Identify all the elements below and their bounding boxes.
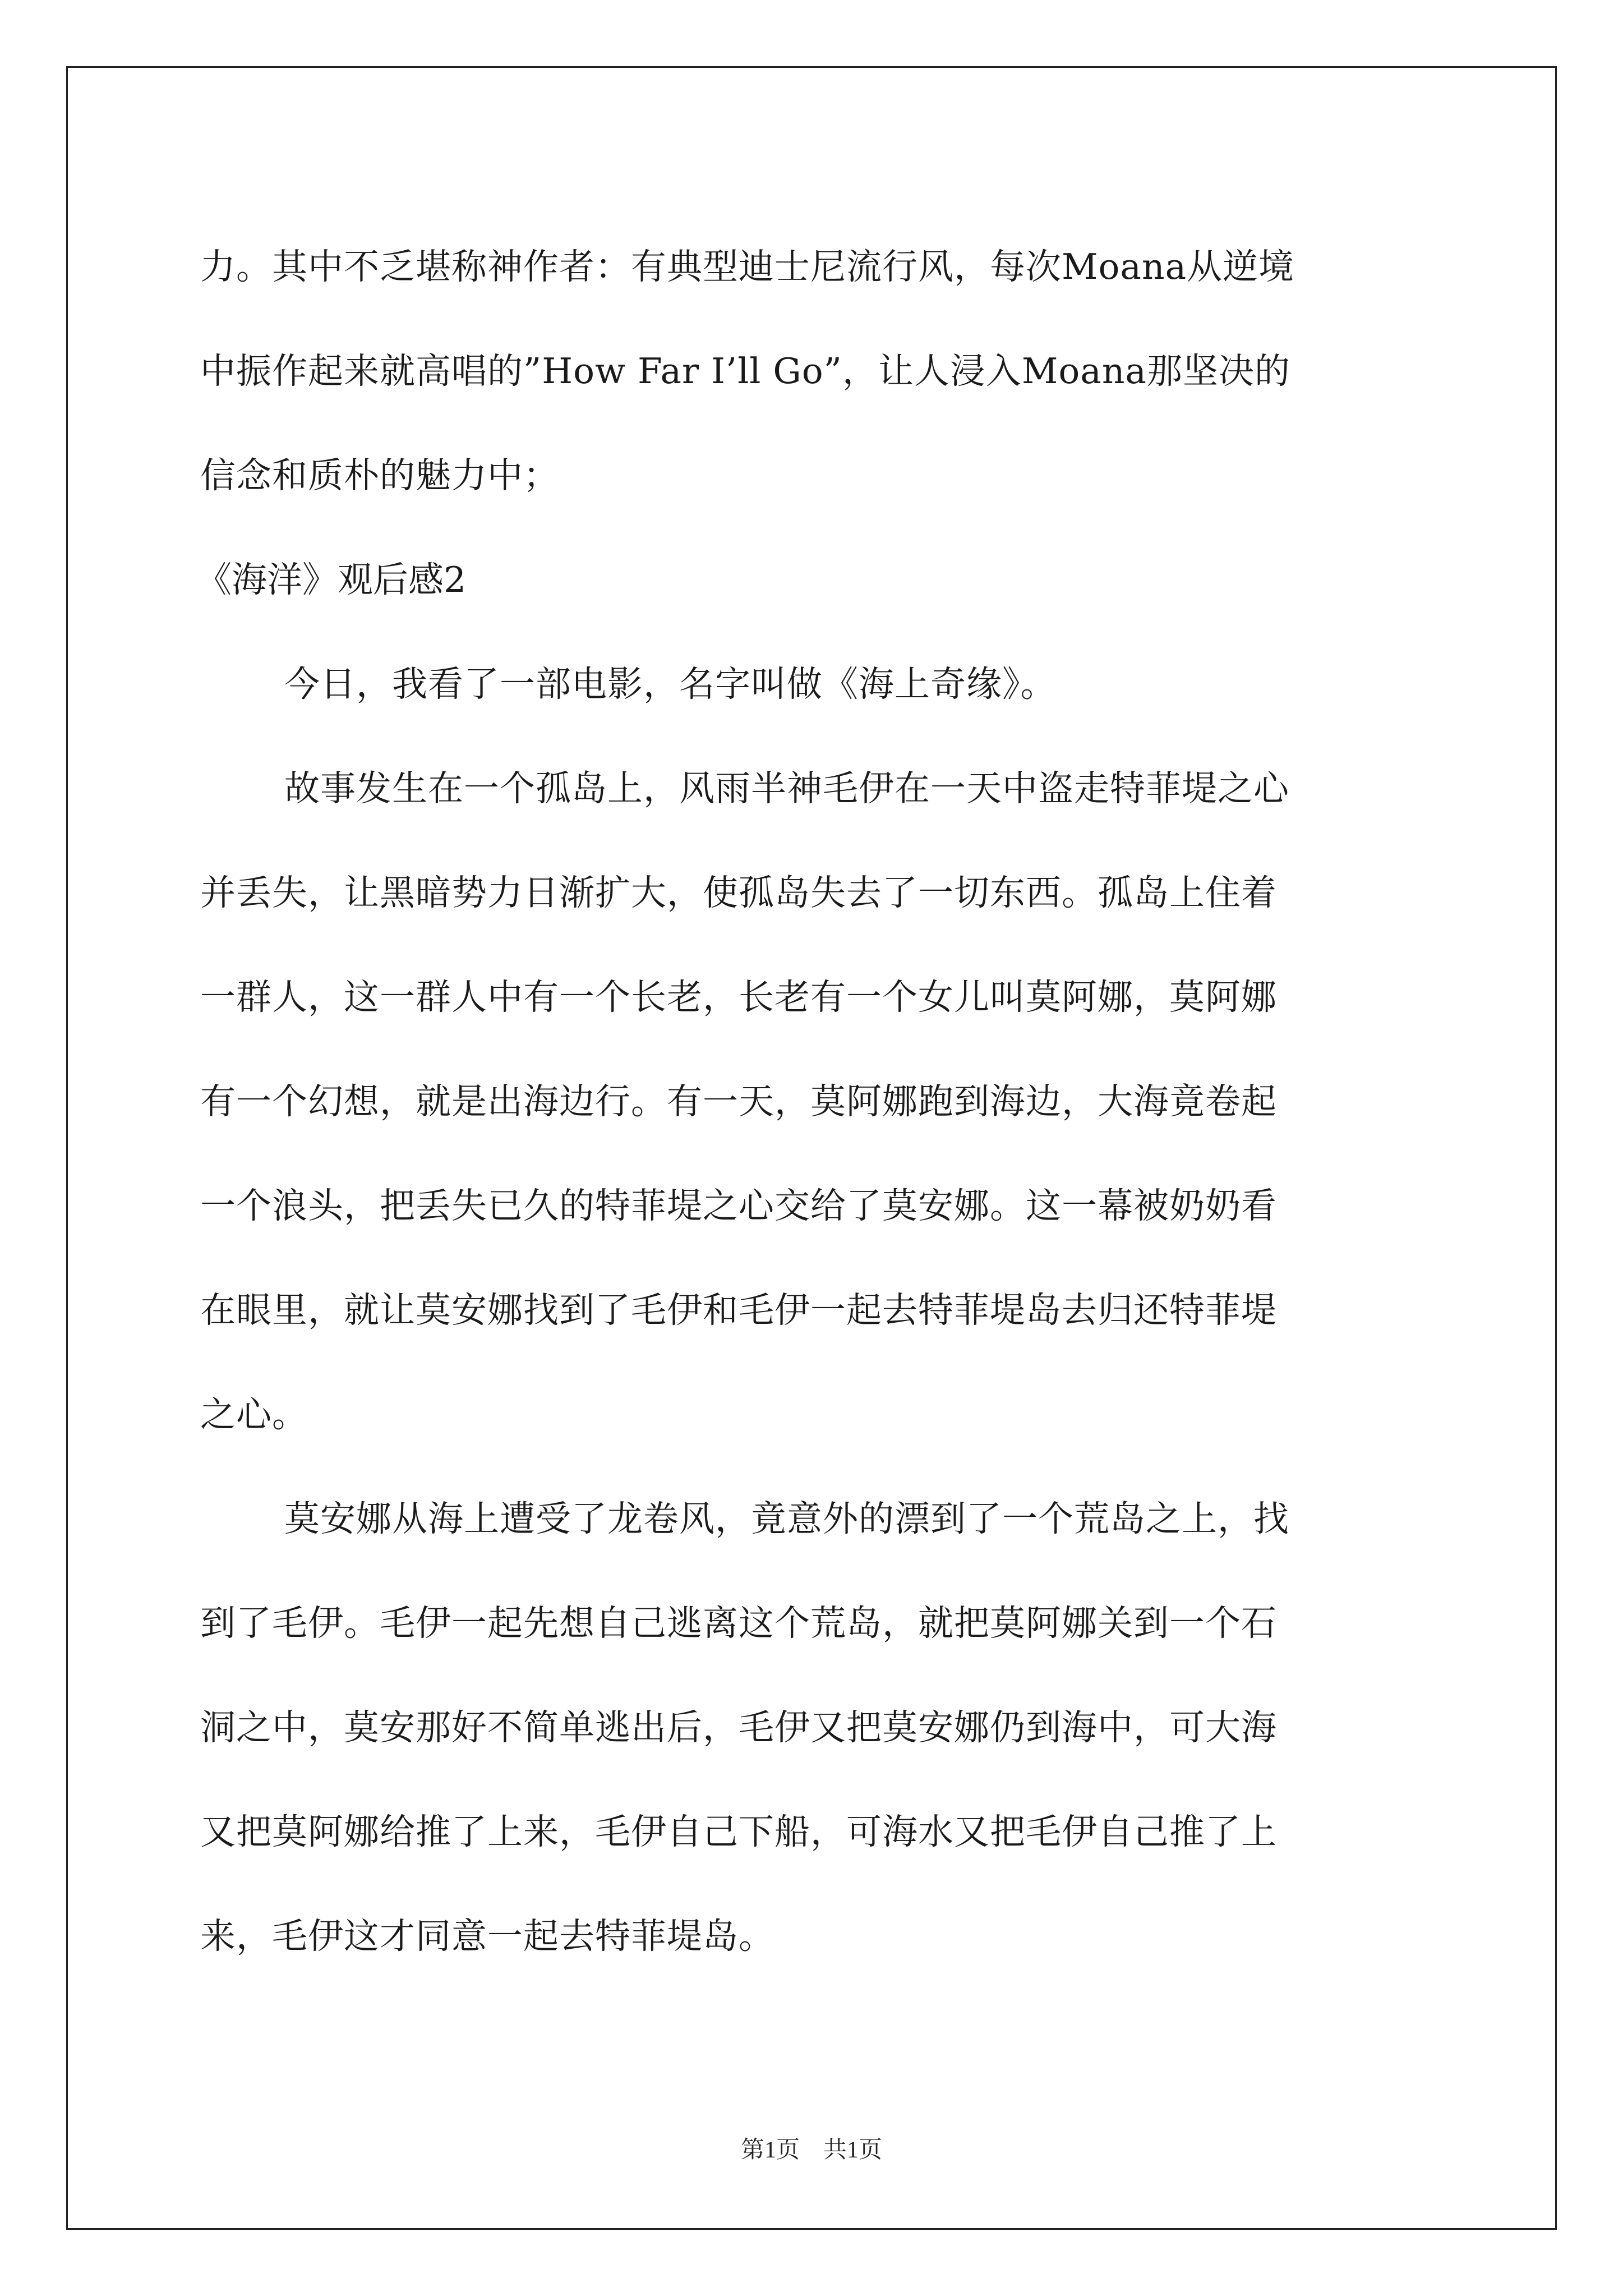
text-line: 洞之中，莫安那好不简单逃出后，毛伊又把莫安娜仍到海中，可大海 bbox=[200, 1707, 1277, 1748]
document-body bbox=[196, 215, 1434, 1989]
page-footer bbox=[0, 2136, 1623, 2164]
section-heading: 《海洋》观后感2 bbox=[196, 559, 467, 600]
text-line: 力。其中不乏堪称神作者：有典型迪士尼流行风，每次Moana从逆境 bbox=[200, 246, 1295, 287]
text-line: 又把莫阿娜给推了上来，毛伊自己下船，可海水又把毛伊自己推了上 bbox=[200, 1811, 1277, 1852]
paragraph bbox=[200, 737, 1434, 1467]
paragraph bbox=[200, 215, 1434, 528]
text-line: 一个浪头，把丢失已久的特菲堤之心交给了莫安娜。这一幕被奶奶看 bbox=[200, 1185, 1277, 1226]
text-line: 在眼里，就让莫安娜找到了毛伊和毛伊一起去特菲堤岛去归还特菲堤 bbox=[200, 1290, 1277, 1331]
text-line: 一群人，这一群人中有一个长老，长老有一个女儿叫莫阿娜，莫阿娜 bbox=[200, 977, 1277, 1018]
paragraph bbox=[200, 632, 1434, 737]
text-line: 中振作起来就高唱的”How Far I’ll Go”，让人浸入Moana那坚决的 bbox=[200, 351, 1290, 392]
text-line: 有一个幻想，就是出海边行。有一天，莫阿娜跑到海边，大海竟卷起 bbox=[200, 1081, 1277, 1122]
page-number: 第1页 共1页 bbox=[740, 2137, 882, 2163]
text-line: 信念和质朴的魅力中； bbox=[200, 455, 559, 496]
text-line: 到了毛伊。毛伊一起先想自己逃离这个荒岛，就把莫阿娜关到一个石 bbox=[200, 1603, 1277, 1644]
paragraph bbox=[200, 1467, 1434, 1989]
text-line: 来，毛伊这才同意一起去特菲堤岛。 bbox=[200, 1916, 774, 1957]
text-line: 故事发生在一个孤岛上，风雨半神毛伊在一天中盗走特菲堤之心 bbox=[284, 768, 1289, 809]
text-line: 莫安娜从海上遭受了龙卷风，竟意外的漂到了一个荒岛之上，找 bbox=[284, 1498, 1289, 1539]
text-line: 并丢失，让黑暗势力日渐扩大，使孤岛失去了一切东西。孤岛上住着 bbox=[200, 872, 1277, 913]
text-line: 今日，我看了一部电影，名字叫做《海上奇缘》。 bbox=[284, 664, 1057, 705]
text-line: 之心。 bbox=[200, 1394, 308, 1435]
